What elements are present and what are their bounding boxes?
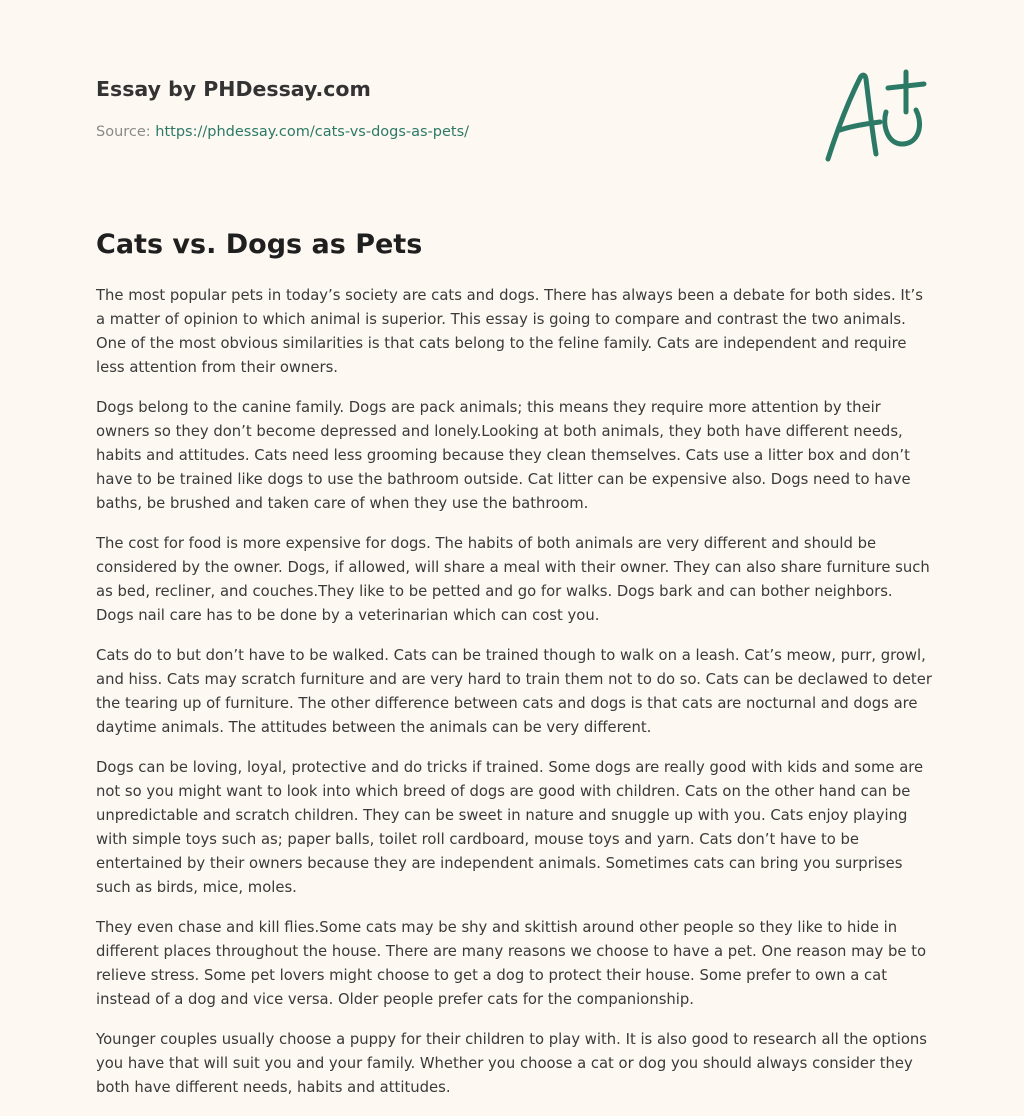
source-link[interactable]: https://phdessay.com/cats-vs-dogs-as-pets/: [155, 124, 470, 140]
site-brand: Essay by PHDessay.com: [96, 77, 371, 101]
essay-paragraph: The most popular pets in today’s society are cats and dogs. There has always been a debate for both sides. It’s a matter of opinion to which animal is superior. This essay is going to compare and contrast the two animals. One of the most obvious similarities is that cats belong to the feline family. Cats are independent and require less attention from their owners.: [96, 287, 923, 376]
essay-paragraph: The cost for food is more expensive for dogs. The habits of both animals are very different and should be considered by the owner. Dogs, if allowed, will share a meal with their owner. They can also share furniture such as bed, recliner, and couches.They like to be petted and go for walks. Dogs bark and can bother neighbors. Dogs nail care has to be done by a veterinarian which can cost you.: [96, 535, 930, 624]
source-label: Source:: [96, 124, 156, 140]
essay-paragraph: Dogs can be loving, loyal, protective and do tricks if trained. Some dogs are really good with kids and some are not so you might want to look into which breed of dogs are good with children. Cats on the other hand can be unpredictable and scratch children. They can be sweet in nature and snuggle up with you. Cats enjoy playing with simple toys such as; paper balls, toilet roll cardboard, mouse toys and yarn. Cats don’t have to be entertained by their owners because they are independent animals. Sometimes cats can bring you surprises such as birds, mice, moles.: [96, 759, 924, 896]
essay-paragraph: Dogs belong to the canine family. Dogs are pack animals; this means they require more attention by their owners so they don’t become depressed and lonely.Looking at both animals, they both have different needs, habits and attitudes. Cats need less grooming because they clean themselves. Cats use a litter box and don’t have to be trained like dogs to use the bathroom outside. Cat litter can be expensive also. Dogs need to have baths, be brushed and taken care of when they use the bathroom.: [96, 399, 911, 512]
a-plus-grade-icon: [820, 64, 930, 168]
essay-paragraph: Younger couples usually choose a puppy for their children to play with. It is also good to research all the options you have that will suit you and your family. Whether you choose a cat or dog you should always consider they both have different needs, habits and attitudes.: [96, 1031, 927, 1096]
essay-paragraph: Cats do to but don’t have to be walked. Cats can be trained though to walk on a leash. Cat’s meow, purr, growl, and hiss. Cats may scratch furniture and are very hard to train them not to do so. Cats can be declawed to deter the tearing up of furniture. The other difference between cats and dogs is that cats are nocturnal and dogs are daytime animals. The attitudes between the animals can be very different.: [96, 647, 932, 736]
essay-title: Cats vs. Dogs as Pets: [96, 229, 423, 260]
page-header: [96, 74, 796, 142]
source-line: [96, 122, 796, 142]
essay-paragraph: They even chase and kill flies.Some cats may be shy and skittish around other people so they like to hide in different places throughout the house. There are many reasons we choose to have a pet. One reason may be to relieve stress. Some pet lovers might choose to get a dog to protect their house. Some prefer to own a cat instead of a dog and vice versa. Older people prefer cats for the companionship.: [96, 919, 927, 1008]
essay-body: [96, 284, 932, 1116]
